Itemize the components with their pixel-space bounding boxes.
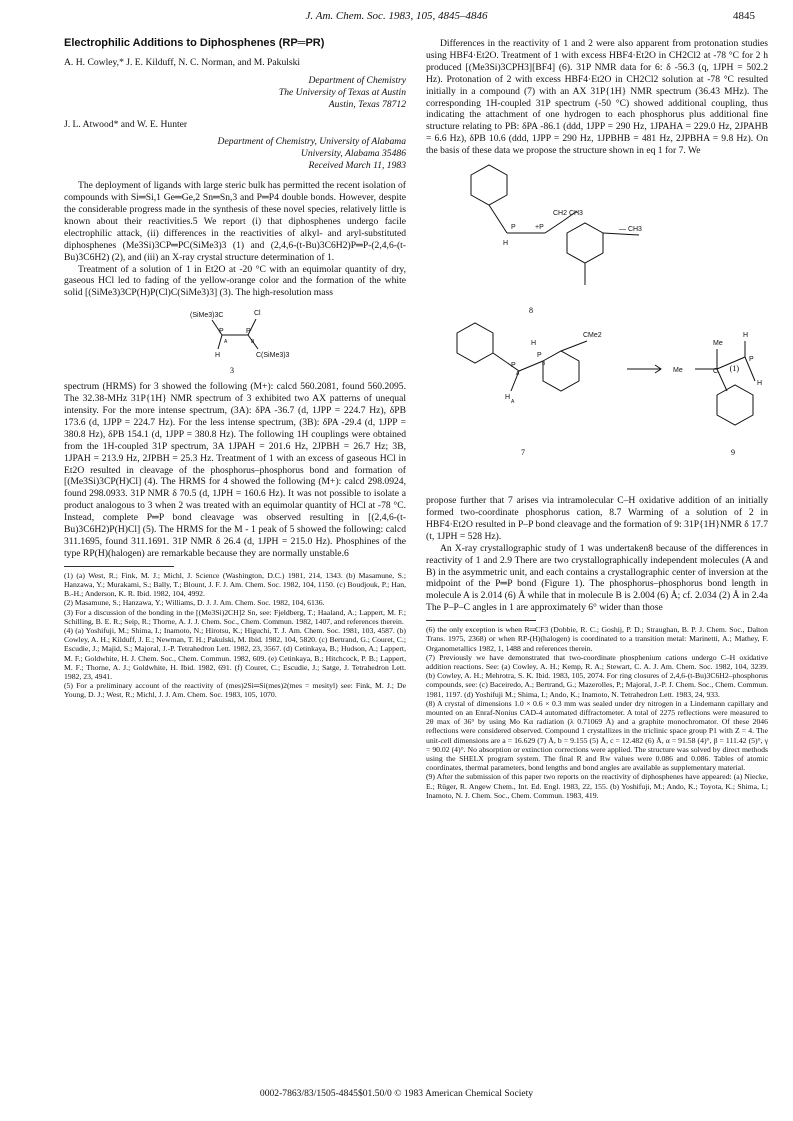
svg-text:A: A	[511, 399, 515, 406]
svg-text:P: P	[511, 362, 516, 370]
affil-line: Department of Chemistry, University of Alabama	[217, 136, 406, 148]
affiliation-texas	[64, 75, 406, 111]
affil-line: The University of Texas at Austin	[278, 86, 406, 98]
svg-text:B: B	[251, 339, 255, 346]
scheme-structures-8-7-9	[427, 161, 767, 491]
svg-text:CMe2: CMe2	[583, 332, 602, 340]
svg-text:Me: Me	[673, 367, 683, 375]
paragraph-hcl: Treatment of a solution of 1 in Et2O at -20 °C with an equimolar quantity of dry, gaseous HCl led to fading of the yellow-orange color and the formation of the white solid [(SiMe3)3CP(H)P(Cl)C(SiMe3)3] (3). The high-resolution mass	[64, 263, 406, 299]
footnote: (1) (a) West, R.; Fink, M. J.; Michl, J. Science (Washington, D.C.) 1981, 214, 1343. (b) Masamune, S.; Hanzawa, Y.; Murakami, S.; Bally, T.; Blount, J. F. J. Am. Chem. Soc. 1982, 104, 1150. (c) Boudjouk, P.; Han, B.-H.; Anderson, K. R. Ibid. 1982, 104, 4992.	[64, 570, 406, 599]
svg-text:P: P	[511, 224, 516, 232]
svg-text:H: H	[505, 394, 511, 402]
svg-text:P: P	[537, 352, 542, 360]
svg-text:Me: Me	[713, 340, 723, 348]
paragraph-intro: The deployment of ligands with large steric bulk has permitted the recent isolation of compounds with Si═Si,1 Ge═Ge,2 Sn═Sn,3 and P═P4 double bonds. However, despite the considerable progress made in the synthesis of these novel species, relatively little is known about their reactivities.5 We report (i) that diphosphenes undergo facile electrophilic attack, (ii) differences in the reactivities of alkyl- and aryl-substituted diphosphenes (Me3Si)3CP═PC(SiMe3)3 (1) and (2,4,6-(t-Bu)3C6H2)P═P-(2,4,6-(t-Bu)3C6H2) (2), and (iii) an X-ray crystal structure determination of 1.	[64, 180, 406, 263]
affil-line: Austin, Texas 78712	[328, 98, 406, 110]
affil-line: Department of Chemistry	[308, 74, 406, 86]
footnote: (2) Masamune, S.; Hanzawa, Y.; Williams, D. J. J. Am. Chem. Soc. 1982, 104, 6136.	[64, 598, 325, 608]
footnote: (8) A crystal of dimensions 1.0 × 0.6 × 0.3 mm was sealed under dry nitrogen in a Lindemann capillary and mounted on an Enraf-Nonius CAD-4 automated diffractometer. A total of 2275 reflections were measured to 2θ max of 36° by using Mo Kα radiation (λ 0.71069 Å) and a graphite monochromator. Of these 2046 reflections were considered observed. Compound 1 crystallizes in the triclinic space group P1 with Z = 4. The unit-cell dimensions are a = 16.629 (7) Å, b = 9.155 (5) Å, c = 12.482 (6) Å, α = 91.58 (4)°, β = 111.42 (5)°, γ = 90.02 (4)°. No absorption or extinction corrections were applied. The structure was solved by direct methods using the SHELX program system. The final R and Rw values were 0.086 and 0.086. Tables of atomic coordinates, thermal parameters, bond lengths and bond angles are available as supplementary material.	[426, 698, 768, 773]
svg-text:A: A	[224, 339, 228, 346]
svg-text:CH2 CH3: CH2 CH3	[553, 210, 583, 218]
svg-text:A: A	[516, 371, 520, 378]
received-date: Received March 11, 1983	[308, 160, 406, 172]
authors-alabama: J. L. Atwood* and W. E. Hunter	[64, 118, 188, 130]
svg-text:P: P	[749, 356, 754, 364]
footnote-rule	[64, 566, 174, 567]
structure-3-diagram	[160, 303, 310, 377]
svg-text:H: H	[503, 240, 509, 248]
copyright-footer: 0002-7863/83/1505-4845$01.50/0 © 1983 American Chemical Society	[259, 1088, 534, 1099]
right-column	[426, 38, 768, 800]
svg-text:+P: +P	[535, 224, 544, 232]
compound-label-9: 9	[731, 448, 735, 458]
compound-label-8: 8	[529, 306, 533, 316]
running-header: J. Am. Chem. Soc. 1983, 105, 4845–4846	[305, 10, 488, 22]
footnote: (3) For a discussion of the bonding in the [(Me3Si)2CH]2 Sn, see: Fjeldberg, T.; Haaland, A.; Lappert, M. F.; Schilling, B. E. R.; Seip, R.; Thorne, A. J. J. Chem. Soc., Chem. Commun. 1982, 1407, and references therein.	[64, 607, 406, 626]
footnote: (5) For a preliminary account of the reactivity of (mes)2Si═Si(mes)2(mes = mesityl) see: Fink, M. J.; De Young, D. J.; West, R.; Michl, J. J. Am. Chem. Soc. 1983, 105, 1070.	[64, 681, 406, 700]
svg-text:P: P	[246, 328, 251, 336]
svg-text:H: H	[531, 340, 537, 348]
affil-line: University, Alabama 35486	[300, 148, 406, 160]
paragraph-nmr: spectrum (HRMS) for 3 showed the following (M+): calcd 560.2081, found 560.2095. The 32.38-MHz 31P{1H} NMR spectrum of 3 exhibited two AX patterns of unequal intensity. For the more intense spectrum, (3A): δPA -36.7 (d, 1JPP = 224.7 Hz), δPB 173.6 (d, 1JPP = 224.7 Hz). For the less intense spectrum, (3B): δPA -29.4 (d, 1JPP = 380.8 Hz), δPB 154.1 (d, 1JPP = 380.8 Hz). The following 1H couplings were obtained from the 1H-coupled 31P spectrum, 3A 1JPAH = 201.6 Hz, 2JPBH = 26.7 Hz; 3B, 1JPAH = 213.9 Hz, 2JPBH = 25.3 Hz. Treatment of 1 with an excess of gaseous HCl in Et2O resulted in cleavage of the phosphorus–phosphorus bond and formation of [(Me3Si)3CP(H)Cl] (4). The HRMS for 4 showed the following (M+): calcd 298.0924, found 298.0933. 31P NMR δ 70.5 (d, 1JPH = 160.6 Hz). It was not possible to isolate a product analogous to 3 when 2 was treated with an equimolar quantity of HCl at -78 °C. Instead, complete P═P bond cleavage was observed resulting in [(2,4,6-(t-Bu)3C6H2)P(H)Cl] (5). The HRMS for the M - 1 peak of 5 showed the following: calcd 311.1695, found 311.1691. 31P NMR δ 26.4 (d, 1JPH = 215.0 Hz). Phosphines of the type RP(H)(halogen) are remarkable because they are normally unstable.6	[64, 381, 406, 559]
footnote: (4) (a) Yoshifuji, M.; Shima, I.; Inamoto, N.; Hirotsu, K.; Higuchi, T. J. Am. Chem. Soc. 1981, 103, 4587. (b) Cowley, A. H.; Kilduff, J. E.; Newman, T. H.; Pakulski, M. Ibid. 1982, 104, 5820. (c) Bertrand, G.; Couret, C.; Escudie, J.; Majid, S.; Majoral, J.-P. Tetrahedron Lett. 1982, 23, 3567. (d) Cetinkaya, B.; Hudson, A.; Lappert, M. F.; Goldwhite, H. J. Chem. Soc., Chem. Commun. 1982, 609. (e) Cetinkaya, B.; Hitchcock, P. B.; Lappert, M. F.; Thorne, A. J.; Goldwhite, H. Ibid. 1982, 691. (f) Couret, C.; Escudie, J.; Satge, J. Tetrahedron Lett. 1982, 23, 4941.	[64, 626, 406, 682]
left-column	[64, 38, 406, 700]
svg-text:P: P	[219, 328, 224, 336]
footnote-rule	[426, 620, 536, 621]
svg-text:C: C	[713, 368, 719, 376]
footnote: (7) Previously we have demonstrated that two-coordinate phosphenium cations undergo C–H oxidative addition reactions. See: (a) Cowley, A. H.; Kemp, R. A.; Stewart, C. A. J. Am. Chem. Soc. 1982, 104, 3239. (b) Cowley, A. H.; Mehrotra, S. K. Ibid. 1983, 105, 2074. For ring closures of 2,4,6-(t-Bu)3C6H2–phosphorus compounds, see: (c) Baceiredo, A.; Bertrand, G.; Mazerolles, P.; Majoral, J.-P. J. Chem. Soc., Chem. Commun. 1981, 1197. (d) Yoshifuji M.; Shima, I.; Ando, K.; Inamoto, N. Tetrahedron Lett. 1983, 24, 933.	[426, 652, 768, 699]
svg-text:H: H	[215, 352, 221, 360]
footnotes-right	[426, 625, 768, 800]
authors-texas: A. H. Cowley,* J. E. Kilduff, N. C. Norman, and M. Pakulski	[64, 56, 301, 68]
compound-label-7: 7	[521, 448, 525, 458]
footnote: (6) the only exception is when R═CF3 (Dobbie, R. C.; Goshij, P. D.; Straughan, B. P. J. Chem. Soc., Dalton Trans. 1975, 2368) or when RP-(H)(halogen) is coordinated to a transition metal: Marinetti, A.; Mathey, F. Organometallics 1982, 1, 1488 and references therein.	[426, 625, 768, 653]
svg-text:H: H	[743, 332, 749, 340]
svg-text:B: B	[542, 361, 546, 368]
paragraph-xray: An X-ray crystallographic study of 1 was undertaken8 because of the differences in reactivity of 1 and 2.9 There are two crystallographically independent molecules (A and B) in the asymmetric unit, and each contains a crystallographic center of inversion at the midpoint of the P═P bond (Figure 1). The phosphorus–phosphorus bond length in molecule A is 2.014 (6) Å while that in molecule B is 2.004 (6) Å; cf. 2.034 (2) Å in 2.4a The P–P–C angles in 1 are approximately 6° wider than those	[426, 542, 768, 614]
footnotes-left	[64, 571, 406, 700]
paragraph-proposal: propose further that 7 arises via intramolecular C–H oxidative addition of an initially formed two-coordinate phosphorus cation, 8.7 Warming of a solution of 2 in HBF4·Et2O resulted in P–P bond cleavage and the formation of 9: 31P{1H}NMR δ 17.7 (t, 1JPH = 528 Hz).	[426, 495, 768, 542]
footnote: (9) After the submission of this paper two reports on the reactivity of diphosphenes have appeared: (a) Niecke, E.; Rüger, R. Angew Chem., Int. Ed. Engl. 1983, 22, 155. (b) Yoshifuji, M.; Ando, K.; Toyota, K.; Shima, I.; Inamoto, N. J. Chem. Soc., Chem. Commun. 1983, 419.	[426, 772, 768, 800]
page-number: 4845	[733, 10, 755, 22]
svg-text:H: H	[757, 380, 763, 388]
equation-label: (1)	[729, 364, 739, 374]
compound-label-3: 3	[230, 366, 234, 376]
svg-text:Cl: Cl	[254, 310, 261, 318]
svg-text:C(SiMe3)3: C(SiMe3)3	[256, 352, 290, 360]
paragraph-protonation: Differences in the reactivity of 1 and 2 were also apparent from protonation studies using HBF4·Et2O. Treatment of 1 with excess HBF4·Et2O in CH2Cl2 at -78 °C for 2 h produced [(Me3Si)3CPH3][BF4] (6). 31P NMR data for 6: δ -56.3 (q, 1JPH = 502.2 Hz). Protonation of 2 with excess HBF4·Et2O in CH2Cl2 solution at -78 °C resulted initially in a compound (7) with an AX 31P{1H} NMR spectrum (36.43 MHz). The corresponding 1H-coupled 31P spectrum (-50 °C) showed additional coupling, thus indicating the attachment of one hydrogen to each phosphorus plus additional fine structure relating to PB: δPA -86.1 (ddd, 1JPP = 290 Hz, 1JPAHA = 229.0 Hz, 2JPAHB = 6.6 Hz), δPB 10.6 (ddd, 1JPP = 290 Hz, 1JPBHB = 481 Hz, 2JPBHA = 9.8 Hz). On the basis of these data we propose the structure shown in eq 1 for 7. We	[426, 38, 768, 157]
article-title: Electrophilic Additions to Diphosphenes (RP═PR)	[64, 37, 325, 49]
affiliation-alabama	[64, 136, 406, 172]
svg-text:— CH3: — CH3	[619, 226, 642, 234]
svg-text:(SiMe3)3C: (SiMe3)3C	[190, 312, 224, 320]
